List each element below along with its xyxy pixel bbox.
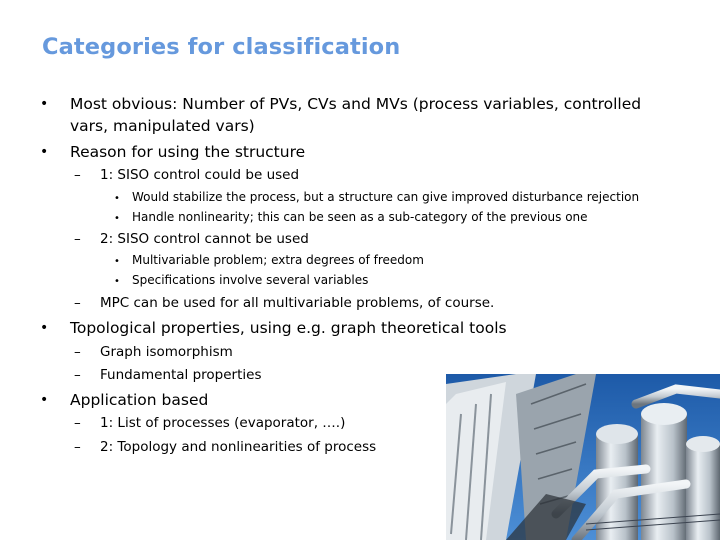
sub-bullet-text: Graph isomorphism: [100, 344, 233, 360]
sub-bullet-text: 2: Topology and nonlinearities of process: [100, 439, 377, 455]
bullet-marker: •: [40, 320, 49, 336]
sub-bullet-item: [74, 230, 309, 248]
sub-bullet-item: [74, 294, 494, 312]
dash-marker: –: [74, 231, 81, 247]
sub-sub-bullet-text: Multivariable problem; extra degrees of freedom: [132, 253, 424, 267]
sub-bullet-item: [74, 166, 299, 184]
sub-sub-bullet-item: [114, 252, 424, 270]
bullet-item: [40, 93, 670, 137]
bullet-item: [40, 141, 670, 163]
sub-bullet-item: [74, 438, 376, 456]
sub-sub-bullet-text: Would stabilize the process, but a structure can give improved disturbance rejection: [132, 190, 640, 204]
sub-sub-bullet-item: [114, 189, 639, 207]
dash-marker: –: [74, 415, 81, 431]
sub-bullet-item: [74, 343, 233, 361]
dash-marker: –: [74, 367, 81, 383]
sub-bullet-text: 1: SISO control could be used: [100, 167, 300, 183]
sub-sub-bullet-text: Specifications involve several variables: [132, 273, 369, 287]
sub-sub-bullet-item: [114, 209, 588, 227]
bullet-marker: •: [40, 144, 49, 160]
dash-marker: –: [74, 344, 81, 360]
sub-bullet-text: 2: SISO control cannot be used: [100, 231, 309, 247]
dash-marker: –: [74, 439, 81, 455]
sub-sub-bullet-text: Handle nonlinearity; this can be seen as a sub-category of the previous one: [132, 210, 588, 224]
slide-title: Categories for classification: [42, 34, 401, 60]
bullet-text: Topological properties, using e.g. graph theoretical tools: [70, 319, 507, 337]
small-bullet-marker: •: [114, 256, 120, 267]
sub-bullet-text: 1: List of processes (evaporator, ….): [100, 415, 346, 431]
dash-marker: –: [74, 167, 81, 183]
bullet-marker: •: [40, 392, 49, 408]
bullet-text: Most obvious: Number of PVs, CVs and MVs (process variables, controlled vars, manipulated vars): [70, 95, 642, 135]
bullet-item: [40, 317, 670, 339]
sub-bullet-item: [74, 366, 262, 384]
sub-bullet-item: [74, 414, 345, 432]
small-bullet-marker: •: [114, 193, 120, 204]
bullet-text: Application based: [70, 391, 209, 409]
dash-marker: –: [74, 295, 81, 311]
bullet-marker: •: [40, 96, 49, 112]
industrial-plant-photo: [446, 374, 720, 540]
sub-bullet-text: MPC can be used for all multivariable problems, of course.: [100, 295, 495, 311]
sub-sub-bullet-item: [114, 272, 368, 290]
small-bullet-marker: •: [114, 276, 120, 287]
small-bullet-marker: •: [114, 213, 120, 224]
bullet-text: Reason for using the structure: [70, 143, 306, 161]
sub-bullet-text: Fundamental properties: [100, 367, 262, 383]
